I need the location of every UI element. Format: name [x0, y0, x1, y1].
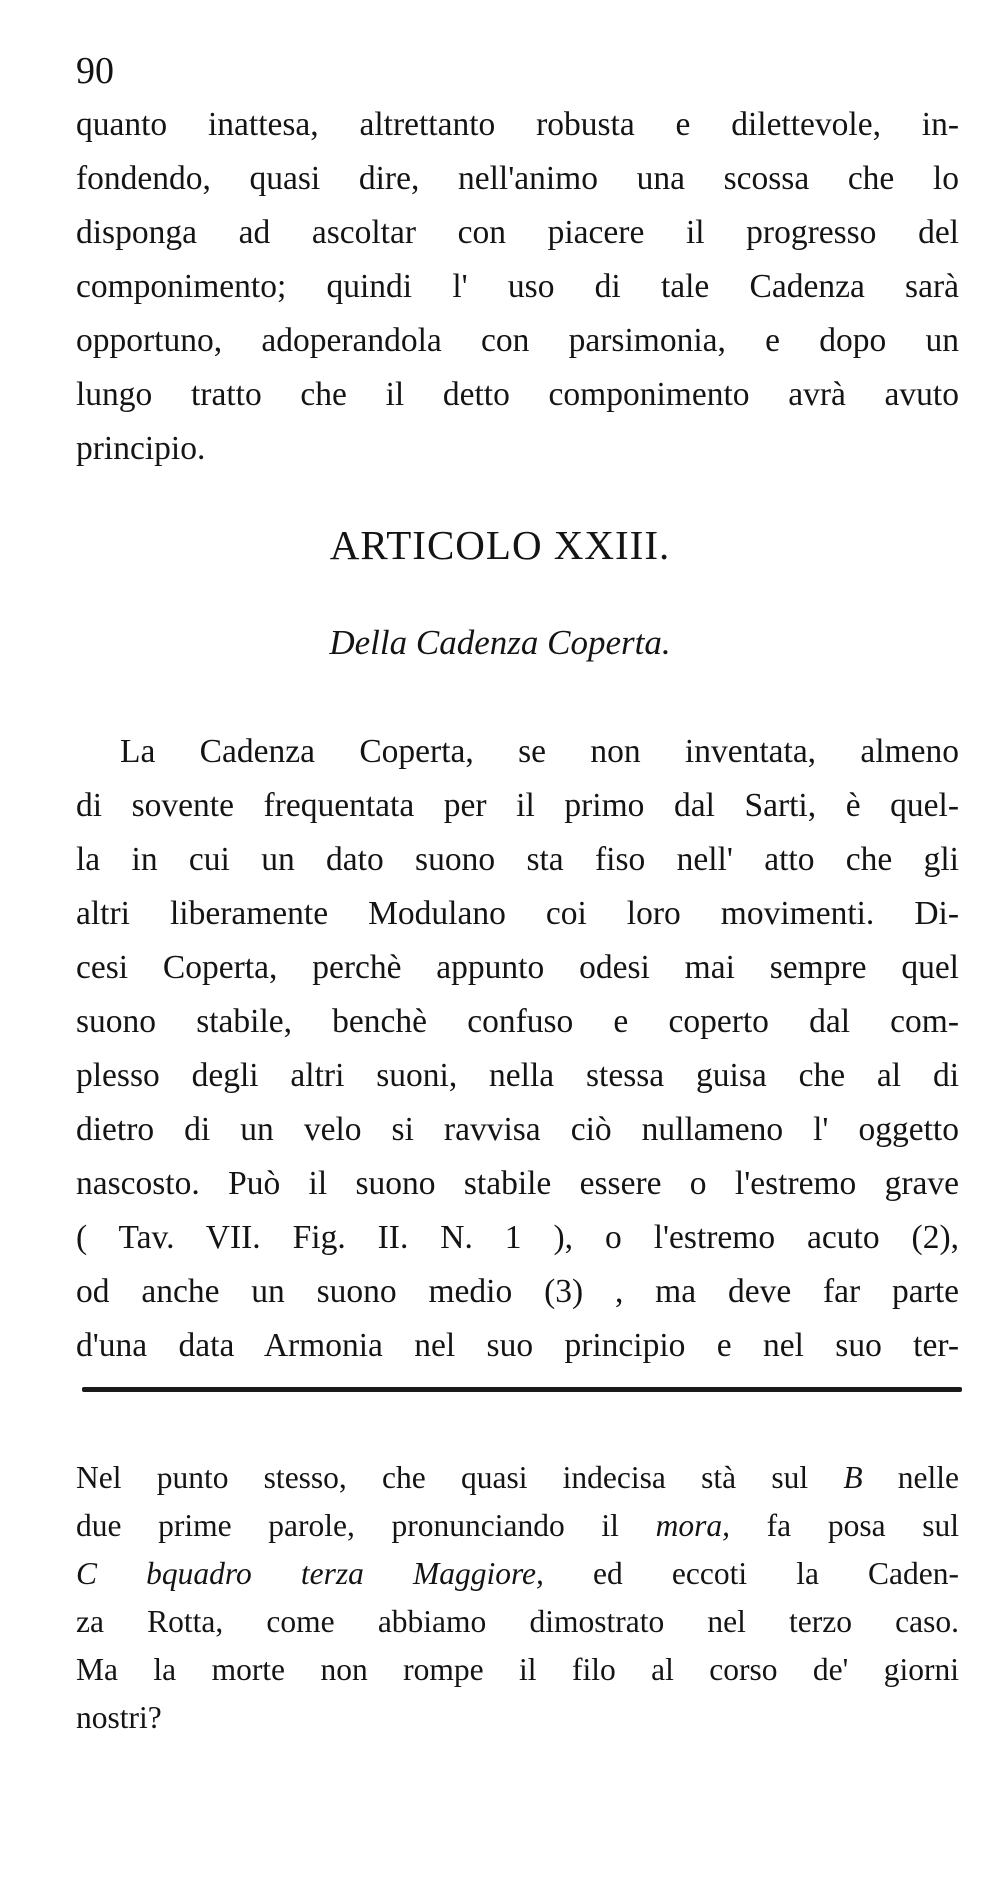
text-line: di sovente frequentata per il primo dal Sarti, è quel-: [76, 787, 959, 824]
article-subtitle: Della Cadenza Coperta.: [329, 623, 671, 662]
text-line: ( Tav. VII. Fig. II. N. 1 ), o l'estremo acuto (2),: [76, 1219, 959, 1256]
footnote-line: [76, 1558, 959, 1590]
footnote-text: ed eccoti la Caden-: [543, 1556, 960, 1591]
footnote-text: fa posa sul: [730, 1508, 959, 1543]
footnote-emphasis: mora,: [655, 1508, 730, 1543]
text-line: cesi Coperta, perchè appunto odesi mai sempre quel: [76, 949, 959, 986]
footnote-text: Nel punto stesso, che quasi indecisa stà sul: [76, 1460, 844, 1495]
footnote-line: za Rotta, come abbiamo dimostrato nel terzo caso.: [76, 1604, 959, 1639]
text-line: altri liberamente Modulano coi loro movimenti. Di-: [76, 895, 959, 932]
footnote-line: nostri?: [76, 1700, 162, 1735]
footnote-text: nelle: [862, 1460, 960, 1495]
text-line: disponga ad ascoltar con piacere il progresso del: [76, 214, 959, 251]
text-line: lungo tratto che il detto componimento avrà avuto: [76, 376, 959, 413]
page-number: 90: [76, 50, 114, 92]
text-line: La Cadenza Coperta, se non inventata, almeno: [120, 733, 959, 770]
text-line: principio.: [76, 430, 206, 467]
text-line: la in cui un dato suono sta fiso nell' atto che gli: [76, 841, 959, 878]
text-line: fondendo, quasi dire, nell'animo una scossa che lo: [76, 160, 959, 197]
footnote-line: Ma la morte non rompe il filo al corso de' giorni: [76, 1652, 959, 1687]
text-line: quanto inattesa, altrettanto robusta e dilettevole, in-: [76, 106, 959, 143]
text-line: plesso degli altri suoni, nella stessa guisa che al di: [76, 1057, 959, 1094]
footnote-text: due prime parole, pronunciando il: [76, 1508, 656, 1543]
text-line: dietro di un velo si ravvisa ciò nullameno l' oggetto: [76, 1111, 959, 1148]
text-line: suono stabile, benchè confuso e coperto dal com-: [76, 1003, 959, 1040]
footnote-line: [76, 1462, 959, 1494]
text-line: od anche un suono medio (3) , ma deve far parte: [76, 1273, 959, 1310]
footnote-emphasis: C bquadro terza Maggiore,: [76, 1556, 544, 1591]
text-line: componimento; quindi l' uso di tale Cadenza sarà: [76, 268, 959, 305]
text-line: d'una data Armonia nel suo principio e nel suo ter-: [76, 1327, 959, 1364]
footnote-separator: [82, 1387, 962, 1392]
article-heading: ARTICOLO XXIII.: [329, 522, 671, 568]
footnote-emphasis: B: [843, 1460, 863, 1495]
text-line: opportuno, adoperandola con parsimonia, e dopo un: [76, 322, 959, 359]
footnote-line: [76, 1510, 959, 1542]
text-line: nascosto. Può il suono stabile essere o l'estremo grave: [76, 1165, 959, 1202]
